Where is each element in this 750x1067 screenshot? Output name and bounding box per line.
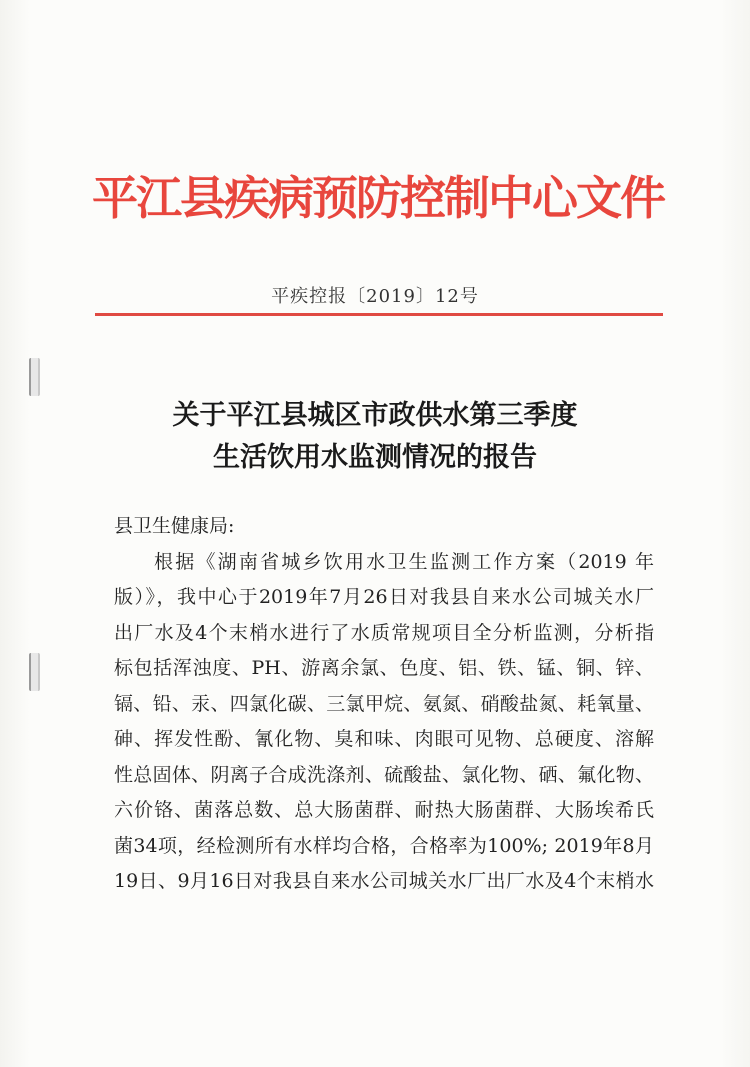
body-line-7: 性总固体、阴离子合成洗涤剂、硫酸盐、氯化物、硒、氟化物、 xyxy=(114,763,654,786)
report-title xyxy=(0,395,750,479)
body-line-3: 出厂水及4个末梢水进行了水质常规项目全分析监测，分析指 xyxy=(114,621,654,644)
body-line-9: 菌34项，经检测所有水样均合格，合格率为100%; 2019年8月 xyxy=(114,834,654,857)
report-title-line-1: 关于平江县城区市政供水第三季度 xyxy=(172,400,578,431)
staple-top xyxy=(29,358,40,396)
body-line-1: 根据《湖南省城乡饮用水卫生监测工作方案（2019 年 xyxy=(154,550,654,573)
body-line-4: 标包括浑浊度、PH、游离余氯、色度、铝、铁、锰、铜、锌、 xyxy=(114,657,654,679)
org-title: 平江县疾病预防控制中心文件 xyxy=(92,171,664,225)
red-divider xyxy=(95,313,663,316)
body-line-5: 镉、铅、汞、四氯化碳、三氯甲烷、氨氮、硝酸盐氮、耗氧量、 xyxy=(114,692,654,715)
document-number: 平疾控报〔2019〕12号 xyxy=(271,286,479,307)
body-line-2: 版）》，我中心于2019年7月26日对我县自来水公司城关水厂 xyxy=(114,586,654,608)
body-line-6: 砷、挥发性酚、氰化物、臭和味、肉眼可见物、总硬度、溶解 xyxy=(114,728,654,750)
report-body xyxy=(114,509,654,900)
report-title-line-2: 生活饮用水监测情况的报告 xyxy=(213,442,537,473)
body-line-10: 19日、9月16日对我县自来水公司城关水厂出厂水及4个末梢水 xyxy=(114,870,654,892)
body-line-8: 六价铬、菌落总数、总大肠菌群、耐热大肠菌群、大肠埃希氏 xyxy=(114,799,654,821)
staple-bottom xyxy=(29,653,40,691)
salutation: 县卫生健康局: xyxy=(114,515,235,537)
